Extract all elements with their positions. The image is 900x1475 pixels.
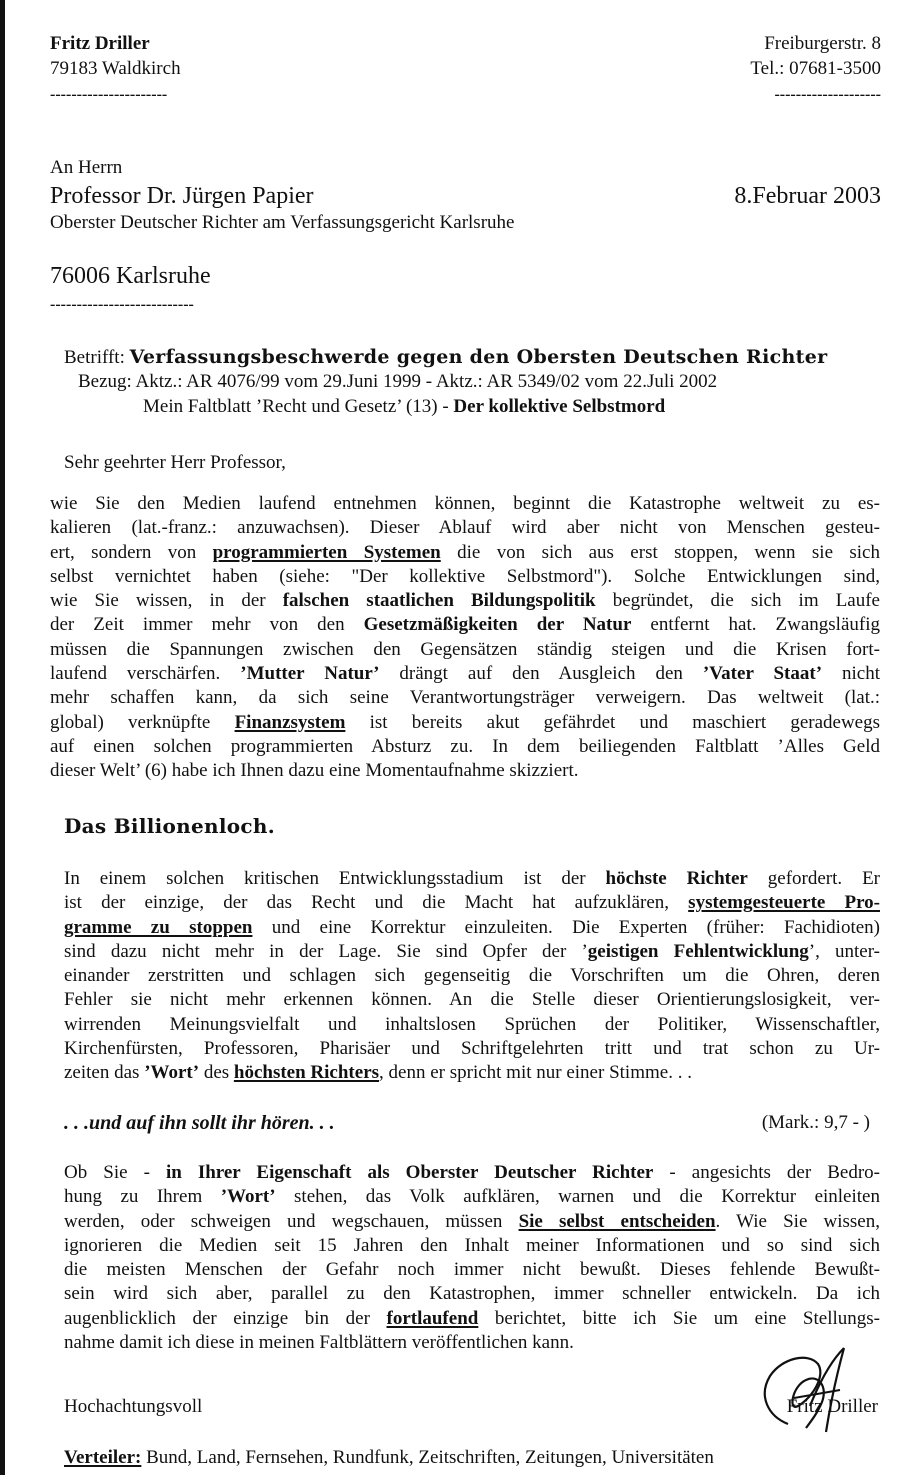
p1-line: dieser Welt’ (6) habe ich Ihnen dazu eine Momentaufnahme skizziert. xyxy=(50,760,579,782)
p2-line: wirrenden Meinungsvielfalt und inhaltslosen Sprüchen der Politiker, Wissenschaftler, xyxy=(64,1013,880,1035)
handwritten-signature xyxy=(748,1346,858,1438)
letter-date: 8.Februar 2003 xyxy=(734,183,881,209)
recipient-name: Professor Dr. Jürgen Papier xyxy=(50,183,314,209)
paragraph-2 xyxy=(64,867,880,1086)
distribution-label: Verteiler: xyxy=(64,1447,142,1468)
p2-line: Fehler sie nicht mehr erkennen können. An die Stelle dieser Orientierungslosigkeit, ver- xyxy=(64,989,880,1011)
p2-line: ist der einzige, der das Recht und die Macht hat aufzuklären, systemgesteuerte Pro- xyxy=(64,892,880,914)
emph-highest-judges: höchsten Richters xyxy=(233,1062,380,1084)
recipient-rule: --------------------------- xyxy=(50,296,194,313)
subject-label: Betrifft: xyxy=(64,347,125,368)
emph-decide-yourself: Sie selbst entscheiden xyxy=(518,1210,716,1232)
p1-line: müssen die Spannungen zwischen den Gegensätzen ständig steigen und die Krisen fort- xyxy=(50,638,880,660)
greeting: Sehr geehrter Herr Professor, xyxy=(64,452,286,473)
emph-laws-of-nature: Gesetzmäßigkeiten der Natur xyxy=(363,614,632,636)
section-heading: Das Billionenloch. xyxy=(64,814,275,838)
p2-line: zeiten das ’Wort’ des höchsten Richters, denn er spricht mit nur einer Stimme. . . xyxy=(64,1062,692,1084)
p2-line: Kirchenfürsten, Professoren, Pharisäer und Schriftgelehrten tritt und trat schon zu Ur- xyxy=(64,1038,880,1060)
p1-line: ert, sondern von programmierten Systemen die von sich aus erst stoppen, wenn sie sich xyxy=(50,541,880,563)
recipient-salutation: An Herrn xyxy=(50,157,123,178)
p3-line: Ob Sie - in Ihrer Eigenschaft als Oberster Deutscher Richter - angesichts der Bedro- xyxy=(64,1162,880,1183)
p2-line: gramme zu stoppen und eine Korrektur einzuleiten. Die Experten (früher: Fachidioten) xyxy=(64,916,880,938)
subject-text: Verfassungsbeschwerde gegen den Obersten Deutschen Richter xyxy=(129,346,828,368)
emph-system-programs: systemgesteuerte Pro- xyxy=(688,892,880,914)
recipient-title: Oberster Deutscher Richter am Verfassungsgericht Karlsruhe xyxy=(50,212,515,233)
sender-city: 79183 Waldkirch xyxy=(50,58,181,79)
closing: Hochachtungsvoll xyxy=(64,1396,203,1417)
recipient-city: 76006 Karlsruhe xyxy=(50,263,211,289)
paragraph-1 xyxy=(50,492,880,784)
p1-line: der Zeit immer mehr von den Gesetzmäßigkeiten der Natur entfernt hat. Zwangsläufig xyxy=(50,614,880,636)
emph-stop-programs: gramme zu stoppen xyxy=(64,916,253,938)
p3-line: ignorieren die Medien seit 15 Jahren den Inhalt meiner Informationen und so sind sich xyxy=(64,1234,880,1256)
p1-line: selbst vernichtet haben (siehe: "Der kollektive Selbstmord"). Solche Entwicklungen sind, xyxy=(50,565,880,587)
p3-line: sein wird sich aber, parallel zu den Katastrophen, immer schneller entwickeln. Da ich xyxy=(64,1283,880,1305)
p1-line: laufend verschärfen. ’Mutter Natur’ drängt auf den Ausgleich den ’Vater Staat’ nicht xyxy=(50,663,880,685)
emph-your-word: ’Wort’ xyxy=(220,1186,276,1208)
p1-line: wie Sie den Medien laufend entnehmen können, beginnt die Katastrophe weltweit zu es- xyxy=(50,493,880,514)
p1-line: mehr schaffen kann, da sich seine Verantwortungsträger verweigern. Das weltweit (lat.: xyxy=(50,687,880,709)
p3-line: hung zu Ihrem ’Wort’ stehen, das Volk aufklären, warnen und die Korrektur einleiten xyxy=(64,1186,880,1208)
emph-programmed-systems: programmierten Systemen xyxy=(212,541,441,563)
bible-quote: . . .und auf ihn sollt ihr hören. . . xyxy=(64,1112,335,1134)
p1-line: global) verknüpfte Finanzsystem ist bereits akut gefährdet und maschiert geradewegs xyxy=(50,711,880,733)
leaflet-line xyxy=(143,396,665,418)
sender-name: Fritz Driller xyxy=(50,33,150,54)
emph-mental-misdevelopment: geistigen Fehlentwicklung xyxy=(587,940,809,962)
p1-line: kalieren (lat.-franz.: anzuwachsen). Dieser Ablauf wird aber nicht von Menschen gesteu- xyxy=(50,517,880,539)
leaflet-title: Der kollektive Selbstmord xyxy=(453,396,666,417)
emph-continuously: fortlaufend xyxy=(386,1307,479,1329)
p3-line: augenblicklich der einzige bin der fortlaufend berichtet, bitte ich Sie um eine Stellungs- xyxy=(64,1307,880,1329)
distribution-list: Bund, Land, Fernsehen, Rundfunk, Zeitschriften, Zeitungen, Universitäten xyxy=(141,1447,714,1468)
sender-rule-left: ---------------------- xyxy=(50,86,168,103)
p2-line: sind dazu nicht mehr in der Lage. Sie sind Opfer der ’geistigen Fehlentwicklung’, unter- xyxy=(64,940,880,962)
emph-education-policy: falschen staatlichen Bildungspolitik xyxy=(282,590,596,612)
emph-mother-nature: ’Mutter Natur’ xyxy=(240,663,380,685)
sender-phone: Tel.: 07681-3500 xyxy=(750,58,881,79)
bible-reference: (Mark.: 9,7 - ) xyxy=(761,1112,870,1133)
p3-line: werden, oder schweigen und wegschauen, müssen Sie selbst entscheiden. Wie Sie wissen, xyxy=(64,1210,880,1232)
emph-highest-judge: höchste Richter xyxy=(605,868,748,889)
signature-name: Fritz Driller xyxy=(786,1396,878,1417)
page-left-edge xyxy=(0,0,5,1475)
subject-line xyxy=(64,346,827,369)
paragraph-3 xyxy=(64,1161,880,1355)
p3-line: nahme damit ich diese in meinen Faltblättern veröffentlichen kann. xyxy=(64,1332,574,1354)
sender-rule-right: -------------------- xyxy=(774,86,881,103)
emph-word: ’Wort’ xyxy=(144,1062,200,1084)
p1-line: auf einen solchen programmierten Absturz zu. In dem beiliegenden Faltblatt ’Alles Geld xyxy=(50,735,880,757)
emph-as-supreme-judge: in Ihrer Eigenschaft als Oberster Deutscher Richter xyxy=(165,1162,654,1183)
reference-line: Bezug: Aktz.: AR 4076/99 vom 29.Juni 1999 - Aktz.: AR 5349/02 vom 22.Juli 2002 xyxy=(78,371,718,392)
p2-line: einander zerstritten und schlagen sich gegenseitig die Vorschriften um die Ohren, deren xyxy=(64,965,880,987)
sender-street: Freiburgerstr. 8 xyxy=(764,33,881,54)
leaflet-prefix: Mein Faltblatt ’Recht und Gesetz’ (13) - xyxy=(143,396,454,417)
emph-father-state: ’Vater Staat’ xyxy=(702,663,823,685)
emph-finance-system: Finanzsystem xyxy=(234,711,346,733)
distribution-line xyxy=(64,1447,714,1469)
p3-line: die meisten Menschen der Gefahr noch immer nicht bewußt. Dieses fehlende Bewußt- xyxy=(64,1259,880,1281)
p2-line: In einem solchen kritischen Entwicklungsstadium ist der höchste Richter gefordert. Er xyxy=(64,868,881,889)
p1-line: wie Sie wissen, in der falschen staatlichen Bildungspolitik begründet, die sich im Laufe xyxy=(50,590,880,612)
